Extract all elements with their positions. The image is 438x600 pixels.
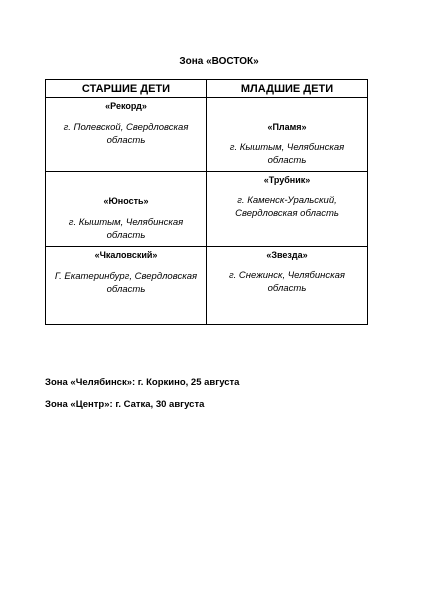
- table-row: [46, 247, 368, 325]
- team-name: «Звезда»: [266, 250, 308, 260]
- header-older: СТАРШИЕ ДЕТИ: [46, 80, 207, 98]
- team-name: «Рекорд»: [105, 101, 147, 111]
- teams-table: [45, 79, 368, 325]
- team-location: г. Снежинск, Челябинская область: [228, 270, 346, 294]
- older-team-cell: [46, 98, 207, 172]
- team-location: Г. Екатеринбург, Свердловская область: [54, 271, 198, 295]
- younger-team-cell: [207, 247, 368, 325]
- younger-team-cell: [207, 172, 368, 247]
- team-name: «Юность»: [103, 196, 149, 206]
- team-location: г. Кыштым, Челябинская область: [68, 217, 184, 241]
- zone-note: Зона «Челябинск»: г. Коркино, 25 августа: [45, 377, 240, 388]
- team-name: «Пламя»: [267, 122, 307, 132]
- team-location: г. Каменск-Уральский, Свердловская область: [235, 195, 339, 219]
- zone-title: Зона «ВОСТОК»: [179, 56, 259, 67]
- team-location: г. Кыштым, Челябинская область: [229, 142, 345, 166]
- older-team-cell: [46, 172, 207, 247]
- team-name: «Чкаловский»: [94, 250, 158, 260]
- zone-note: Зона «Центр»: г. Сатка, 30 августа: [45, 399, 205, 410]
- younger-team-cell: [207, 98, 368, 172]
- header-younger: МЛАДШИЕ ДЕТИ: [207, 80, 368, 98]
- table-row: [46, 98, 368, 172]
- team-location: г. Полевской, Свердловская область: [63, 122, 189, 146]
- older-team-cell: [46, 247, 207, 325]
- table-header-row: [46, 80, 368, 98]
- team-name: «Трубник»: [263, 175, 311, 185]
- table-row: [46, 172, 368, 247]
